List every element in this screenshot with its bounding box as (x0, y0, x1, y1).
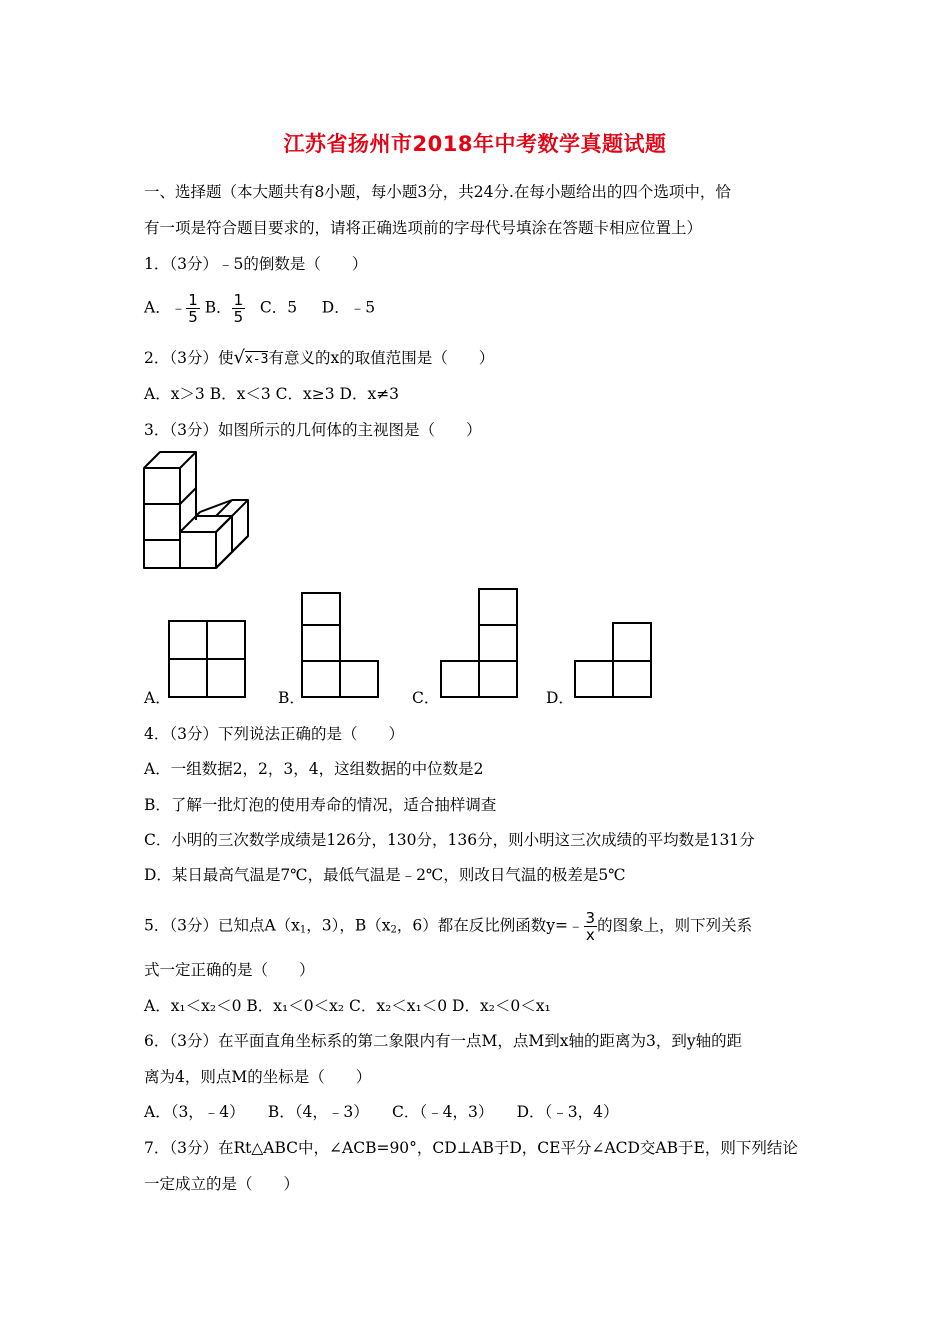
q4-option-c: C．小明的三次数学成绩是126分，130分，136分，则小明这三次成绩的平均数是131分 (144, 831, 755, 849)
q3-option-d-label: D． (546, 689, 574, 707)
q3-stem: 3．（3分）如图所示的几何体的主视图是（ ） (144, 421, 482, 439)
q1-b-numerator: 1 (233, 291, 244, 309)
q3-option-a-label: A． (144, 689, 171, 707)
q5-mid: ，3），B（x (306, 916, 391, 935)
q1-option-b-label: B． (204, 298, 232, 317)
q5-numerator: 3 (585, 909, 596, 927)
section-instructions-line2: 有一项是符合题目要求的，请将正确选项前的字母代号填涂在答题卡相应位置上） (144, 219, 703, 237)
q1-option-a-label: A．﹣ (144, 298, 187, 317)
q3-solid-figure (140, 448, 260, 572)
q5-suffix: 的图象上，则下列关系 (597, 916, 753, 935)
q2-suffix: 有意义的x的取值范围是（ ） (268, 349, 495, 367)
q2-radicand: x-3 (244, 352, 269, 367)
q5-stem (144, 910, 752, 943)
q2-sqrt: √x-3 (233, 347, 269, 368)
q5-prefix: 5．（3分）已知点A（x (144, 916, 300, 935)
q2-stem (144, 348, 494, 370)
q1-option-c: C．5 (259, 298, 298, 317)
q1-option-b-fraction (232, 292, 246, 325)
q1-stem: 1．（3分）﹣5的倒数是（ ） (144, 255, 368, 273)
q6-options: A．（3，﹣4） B．（4，﹣3） C．（﹣4，3） D．（﹣3，4） (144, 1103, 619, 1121)
q5-mid2: ，6）都在反比例函数y=﹣ (396, 916, 584, 935)
q3-option-c-label: C． (412, 689, 440, 707)
q7-line2: 一定成立的是（ ） (144, 1175, 300, 1193)
q5-line2: 式一定正确的是（ ） (144, 961, 315, 979)
q1-options (144, 292, 375, 325)
q3-option-a-figure (168, 620, 248, 700)
section-instructions-line1: 一、选择题（本大题共有8小题，每小题3分，共24分.在每小题给出的四个选项中，恰 (144, 183, 731, 201)
q4-option-b: B．了解一批灯泡的使用寿命的情况，适合抽样调查 (144, 796, 497, 814)
q2-prefix: 2．（3分）使 (144, 349, 234, 367)
q3-option-c-figure (440, 588, 520, 700)
q1-a-numerator: 1 (188, 291, 198, 309)
q7-line1: 7．（3分）在Rt△ABC中，∠ACB=90°，CD⊥AB于D，CE平分∠ACD交AB于E，则下列结论 (144, 1139, 798, 1157)
q3-option-d-figure (574, 622, 654, 700)
q3-option-b-label: B． (278, 689, 305, 707)
q5-denominator: x (585, 926, 595, 944)
q2-options: A．x＞3 B．x＜3 C．x≥3 D．x≠3 (144, 385, 400, 403)
q1-option-d: D．﹣5 (321, 298, 376, 317)
q1-b-denominator: 5 (233, 308, 244, 326)
q5-sub1: 1 (299, 924, 307, 936)
q1-a-denominator: 5 (188, 308, 198, 326)
page-title: 江苏省扬州市2018年中考数学真题试题 (283, 132, 667, 156)
q5-fraction (584, 910, 598, 943)
q6-line2: 离为4，则点M的坐标是（ ） (144, 1068, 372, 1086)
q5-options: A．x₁＜x₂＜0 B．x₁＜0＜x₂ C．x₂＜x₁＜0 D．x₂＜0＜x₁ (144, 997, 551, 1015)
q5-sub2: 2 (390, 924, 397, 936)
q4-option-a: A．一组数据2，2，3，4，这组数据的中位数是2 (144, 760, 484, 778)
q4-stem: 4．（3分）下列说法正确的是（ ） (144, 725, 404, 743)
q1-option-a-fraction (186, 292, 200, 325)
q4-option-d: D．某日最高气温是7℃，最低气温是﹣2℃，则改日气温的极差是5℃ (144, 866, 626, 884)
q6-line1: 6．（3分）在平面直角坐标系的第二象限内有一点M，点M到x轴的距离为3，到y轴的距 (144, 1032, 743, 1050)
q3-option-b-figure (301, 592, 381, 700)
